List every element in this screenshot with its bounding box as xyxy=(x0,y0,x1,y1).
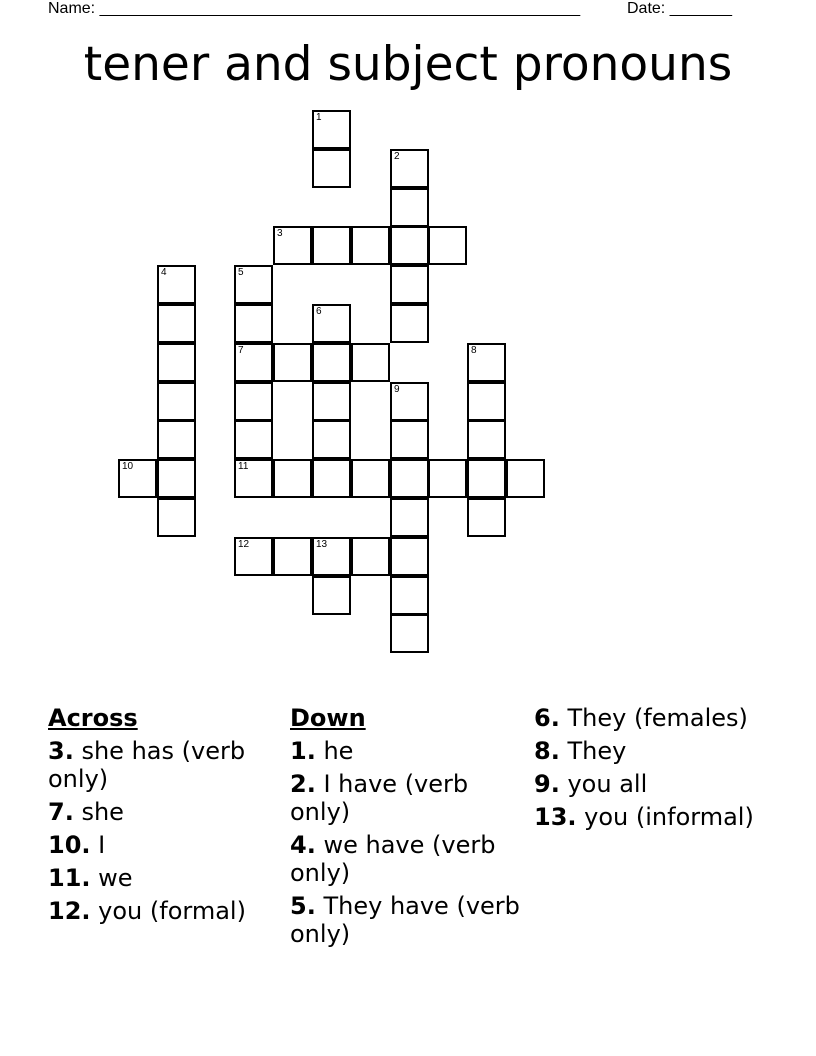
crossword-cell[interactable] xyxy=(390,537,429,576)
crossword-cell[interactable] xyxy=(273,226,312,265)
crossword-cell[interactable] xyxy=(234,343,273,382)
clue-number: 3. xyxy=(48,737,74,765)
cell-number: 2 xyxy=(394,151,400,162)
down-heading: Down xyxy=(290,704,366,732)
crossword-cell[interactable] xyxy=(390,459,429,498)
clue-text: They xyxy=(567,737,627,765)
crossword-cell[interactable] xyxy=(351,343,390,382)
clue-number: 12. xyxy=(48,897,91,925)
crossword-cell[interactable] xyxy=(312,343,351,382)
crossword-cell[interactable] xyxy=(390,226,429,265)
clue-down-8 xyxy=(534,737,766,765)
clue-text: we have (verb only) xyxy=(290,831,496,887)
clue-across-12 xyxy=(48,897,280,925)
clue-down-1 xyxy=(290,737,522,765)
crossword-cell[interactable] xyxy=(351,537,390,576)
clue-down-4 xyxy=(290,831,522,887)
clue-down-13 xyxy=(534,803,766,831)
cell-number: 13 xyxy=(316,539,328,550)
crossword-cell[interactable] xyxy=(273,537,312,576)
crossword-cell[interactable] xyxy=(467,459,506,498)
clue-down-6 xyxy=(534,704,766,732)
cell-number: 10 xyxy=(122,461,134,472)
cell-number: 5 xyxy=(238,267,244,278)
cell-number: 1 xyxy=(316,112,322,123)
clue-number: 4. xyxy=(290,831,316,859)
crossword-cell[interactable] xyxy=(157,304,196,343)
cell-number: 12 xyxy=(238,539,250,550)
crossword-cell[interactable] xyxy=(428,226,467,265)
cell-number: 8 xyxy=(471,345,477,356)
crossword-cell[interactable] xyxy=(157,420,196,459)
crossword-cell[interactable] xyxy=(390,382,429,421)
crossword-cell[interactable] xyxy=(234,537,273,576)
across-clues-column xyxy=(48,704,280,930)
crossword-cell[interactable] xyxy=(157,265,196,304)
cell-number: 3 xyxy=(277,228,283,239)
crossword-cell[interactable] xyxy=(351,459,390,498)
name-field[interactable]: Name: ______________________________________________________ xyxy=(48,0,581,17)
clue-text: you all xyxy=(567,770,648,798)
cell-number: 11 xyxy=(238,461,249,472)
clue-down-5 xyxy=(290,892,522,948)
crossword-cell[interactable] xyxy=(390,265,429,304)
crossword-cell[interactable] xyxy=(234,459,273,498)
clue-text: I have (verb only) xyxy=(290,770,469,826)
crossword-cell[interactable] xyxy=(273,343,312,382)
clue-across-10 xyxy=(48,831,280,859)
clue-number: 7. xyxy=(48,798,74,826)
crossword-cell[interactable] xyxy=(312,576,351,615)
clue-across-7 xyxy=(48,798,280,826)
crossword-cell[interactable] xyxy=(273,459,312,498)
clue-number: 6. xyxy=(534,704,560,732)
crossword-cell[interactable] xyxy=(390,149,429,188)
clue-text: we xyxy=(98,864,133,892)
crossword-cell[interactable] xyxy=(234,420,273,459)
down-clues-column-continued xyxy=(534,704,766,836)
crossword-cell[interactable] xyxy=(312,226,351,265)
crossword-cell[interactable] xyxy=(234,382,273,421)
cell-number: 4 xyxy=(161,267,167,278)
clue-text: you (formal) xyxy=(98,897,246,925)
crossword-cell[interactable] xyxy=(390,614,429,653)
clue-text: she has (verb only) xyxy=(48,737,246,793)
cell-number: 6 xyxy=(316,306,322,317)
clue-text: he xyxy=(323,737,354,765)
crossword-cell[interactable] xyxy=(467,343,506,382)
clue-number: 10. xyxy=(48,831,91,859)
clue-down-9 xyxy=(534,770,766,798)
crossword-cell[interactable] xyxy=(312,459,351,498)
date-field[interactable]: Date: _______ xyxy=(627,0,732,17)
crossword-cell[interactable] xyxy=(390,304,429,343)
cell-number: 9 xyxy=(394,384,400,395)
clue-number: 2. xyxy=(290,770,316,798)
crossword-cell[interactable] xyxy=(157,459,196,498)
puzzle-title: tener and subject pronouns xyxy=(83,37,733,92)
clue-number: 11. xyxy=(48,864,91,892)
clue-text: I xyxy=(98,831,106,859)
crossword-cell[interactable] xyxy=(312,537,351,576)
cell-number: 7 xyxy=(238,345,244,356)
clue-across-3 xyxy=(48,737,280,793)
clue-down-2 xyxy=(290,770,522,826)
crossword-cell[interactable] xyxy=(428,459,467,498)
crossword-cell[interactable] xyxy=(390,576,429,615)
clue-text: They (females) xyxy=(567,704,748,732)
crossword-cell[interactable] xyxy=(467,420,506,459)
crossword-cell[interactable] xyxy=(312,110,351,149)
clue-number: 8. xyxy=(534,737,560,765)
crossword-cell[interactable] xyxy=(157,382,196,421)
crossword-cell[interactable] xyxy=(312,304,351,343)
crossword-cell[interactable] xyxy=(312,420,351,459)
crossword-cell[interactable] xyxy=(467,498,506,537)
clue-text: They have (verb only) xyxy=(290,892,520,948)
clue-number: 1. xyxy=(290,737,316,765)
crossword-cell[interactable] xyxy=(390,188,429,227)
crossword-cell[interactable] xyxy=(157,343,196,382)
clue-number: 9. xyxy=(534,770,560,798)
across-heading: Across xyxy=(48,704,138,732)
crossword-cell[interactable] xyxy=(351,226,390,265)
crossword-cell[interactable] xyxy=(390,420,429,459)
clue-across-11 xyxy=(48,864,280,892)
crossword-cell[interactable] xyxy=(157,498,196,537)
crossword-cell[interactable] xyxy=(312,382,351,421)
crossword-cell[interactable] xyxy=(118,459,157,498)
crossword-cell[interactable] xyxy=(234,304,273,343)
clue-text: she xyxy=(81,798,124,826)
down-clues-column xyxy=(290,704,522,953)
crossword-cell[interactable] xyxy=(467,382,506,421)
crossword-cell[interactable] xyxy=(234,265,273,304)
crossword-cell[interactable] xyxy=(506,459,545,498)
clue-number: 5. xyxy=(290,892,316,920)
clue-text: you (informal) xyxy=(584,803,754,831)
crossword-cell[interactable] xyxy=(390,498,429,537)
crossword-cell[interactable] xyxy=(312,149,351,188)
clue-number: 13. xyxy=(534,803,577,831)
